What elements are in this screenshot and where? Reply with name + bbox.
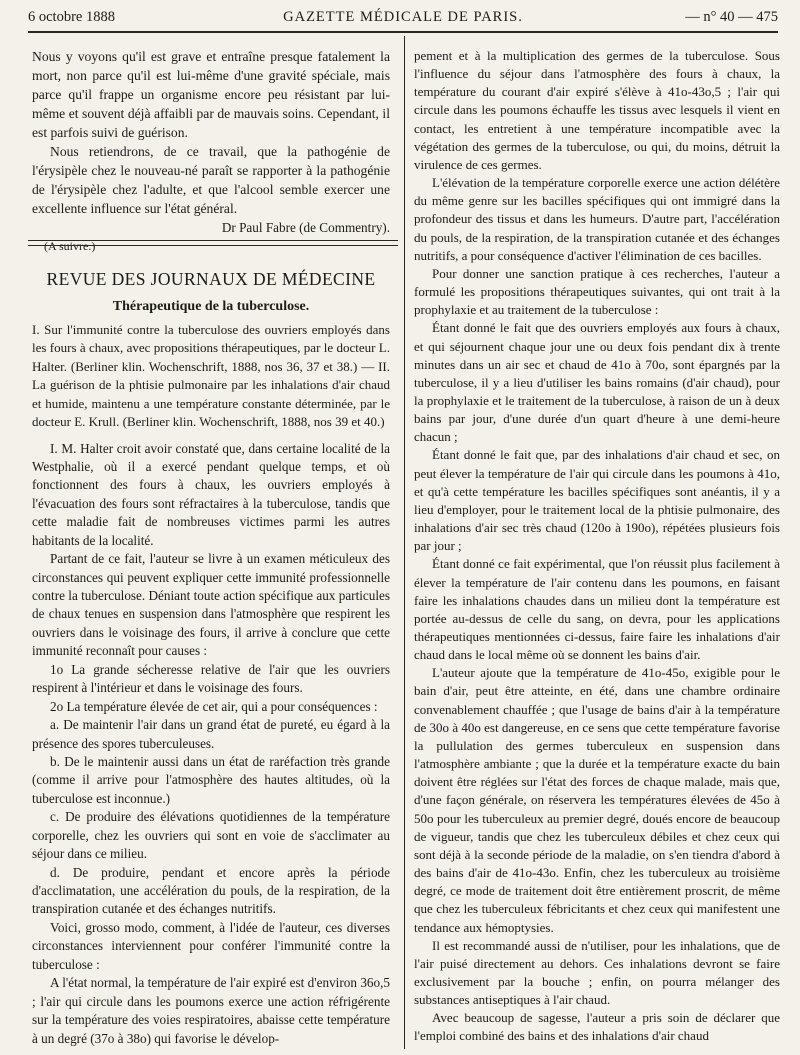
paragraph: 2o La température élevée de cet air, qui a pour conséquences : bbox=[50, 698, 378, 714]
column-divider bbox=[404, 36, 405, 1049]
paragraph: Voici, grosso modo, comment, à l'idée de l'auteur, ces diverses circonstances interviennent pour conférer l'immunité contre la tuberculose : bbox=[32, 919, 390, 972]
section-title: REVUE DES JOURNAUX DE MÉDECINE bbox=[46, 269, 376, 289]
paragraph: L'auteur ajoute que la température de 41o-45o, exigible pour le bain d'air, peut être atteinte, en été, dans une chambre ordinaire convenablement chauffée ; que l'usage de bains d'air à la température de 30o à 40o est dangereuse, en ce sens que cette température favorise la pullulation des germes tuberculeux en suspension dans l'atmosphère ambiante ; que la durée et la température exacte du bain doivent être réglées sur l'état des forces de chaque malade, mais que, d'une façon générale, on réservera les températures élevées de 45o à 50o pour les tuberculeux au premier degré, doués encore de beaucoup de vigueur, tandis que chez les tuberculeux débiles et chez ceux qui sont déjà à la seconde période de la maladie, on s'en tiendra d'abord à des bains d'air de 41o-43o. Enfin, chez les tuberculeux au troisième degré, ce mode de traitement doit être entièrement proscrit, de même que chez les tuberculeux fébricitants et chez ceux qui manifestent une tendance aux hémoptysies. bbox=[414, 665, 780, 935]
paragraph: 1o La grande sécheresse relative de l'air que les ouvriers respirent à l'intérieur et dans le voisinage des fours. bbox=[32, 661, 390, 696]
paragraph: Étant donné ce fait expérimental, que l'on réussit plus facilement à élever la température de l'air contenu dans les poumons, en faisant faire les inhalations chaudes dans un milieu dont la température est portée au-dessus de celle du sang, on devra, pour les applications thérapeutiques mentionnées ci-dessus, faire faire les inhalations d'air chaud dans le local même où se donnent les bains d'air. bbox=[414, 556, 780, 663]
paragraph: Nous y voyons qu'il est grave et entraîne presque fatalement la mort, non parce qu'il est lui-même d'une gravité spéciale, mais parce qu'il frappe un organisme encore peu résistant par lui-même et souvent déjà affaibli par de mauvais soins. Cependant, il est parfois suivi de guérison. bbox=[32, 49, 390, 140]
article-subhead: Thérapeutique de la tuberculose. bbox=[112, 299, 310, 315]
paragraph: c. De produire des élévations quotidiennes de la température corporelle, chez les ouvriers qui sont en voie de s'acclimater au séjour dans ce milieu. bbox=[32, 809, 390, 862]
paragraph: a. De maintenir l'air dans un grand état de pureté, eu égard à la présence des spores tuberculeuses. bbox=[32, 717, 390, 751]
header-rule bbox=[28, 31, 778, 33]
paragraph: L'élévation de la température corporelle exerce une action délétère du même genre sur les bacilles spécifiques qui ont immigré dans la profondeur des tissus et dans les humeurs. D'autre part, l'accélération du pouls, de la respiration, de la transpiration cutanée et des échanges nutritifs, a pour conséquence d'activer l'élimination de ces bacilles. bbox=[414, 175, 780, 263]
author-signature: Dr Paul Fabre (de Commentry). bbox=[221, 220, 390, 235]
section-separator bbox=[28, 240, 398, 246]
right-column bbox=[414, 47, 780, 1046]
paragraph: Il est recommandé aussi de n'utiliser, pour les inhalations, que de l'air puisé directement au dehors. Ces inhalations devront se faire exclusivement par la bouche ; enfin, on pourra mélanger des substances antiseptiques à l'air chaud. bbox=[414, 937, 780, 1008]
paragraph: Avec beaucoup de sagesse, l'auteur a pris soin de déclarer que l'emploi combiné des bains et des inhalations d'air chaud bbox=[414, 1010, 780, 1044]
paragraph: Partant de ce fait, l'auteur se livre à un examen méticuleux des circonstances qui peuvent expliquer cette immunité professionnelle contre la tuberculose. Déniant toute action spécifique aux particules de chaux tenues en suspension dans l'atmosphère que respirent les ouvriers dans le voisinage des fours, il arrive à conclure que cette immunité reconnaît pour causes : bbox=[32, 551, 390, 659]
left-column-main bbox=[32, 270, 390, 1048]
paragraph: b. De le maintenir aussi dans un état de raréfaction très grande (comme il arrive pour l'atmosphère des hautes altitudes, où la tuberculose est inconnue.) bbox=[32, 753, 390, 806]
paragraph: I. M. Halter croit avoir constaté que, dans certaine localité de la Westphalie, où il a exercé pendant quelque temps, et où fonctionnent des fours à chaux, les ouvriers employés à l'évacuation des fours sont réfractaires à la tuberculose, tandis que cette maladie fait de nombreuses victimes parmi les autres habitants de la localité. bbox=[32, 440, 390, 548]
paragraph: A l'état normal, la température de l'air expiré est d'environ 36o,5 ; l'air qui circule dans les poumons exerce une action réfrigérente sur la température des voies respiratoires, abaisse cette température à un degré (37o à 38o) qui favorise le dévelop- bbox=[32, 975, 390, 1046]
to-be-continued: (A suivre.) bbox=[44, 239, 96, 253]
paragraph: Pour donner une sanction pratique à ces recherches, l'auteur a formulé les propositions thérapeutiques suivantes, qui ont trait à la prophylaxie et au traitement de la tuberculose : bbox=[414, 265, 780, 318]
left-column-top bbox=[32, 47, 390, 256]
paragraph: d. De produire, pendant et encore après la période d'acclimatation, une accélération du pouls, de la respiration, de la transpiration cutanée et des échanges nutritifs. bbox=[32, 864, 390, 917]
journal-title: GAZETTE MÉDICALE DE PARIS. bbox=[283, 9, 523, 25]
paragraph: Nous retiendrons, de ce travail, que la pathogénie de l'érysipèle chez le nouveau-né paraît se rapporter à la pathogénie de l'érysipèle chez l'adulte, et que l'alcool semble exercer une excellente influence sur l'état général. bbox=[32, 144, 390, 216]
references: I. Sur l'immunité contre la tuberculose des ouvriers employés dans les fours à chaux, avec propositions thérapeutiques, par le docteur L. Halter. (Berliner klin. Wochenschrift, 1888, nos 36, 37 et 38.) — II. La guérison de la phtisie pulmonaire par les inhalations d'air chaud et humide, maintenu a une température constante déterminée, par le docteur E. Krull. (Berliner klin. Wochenschrift, 1888, nos 39 et 40.) bbox=[32, 321, 390, 430]
paragraph: Étant donné le fait que des ouvriers employés aux fours à chaux, et qui séjournent chaque jour une ou deux fois pendant dix à trente minutes dans un air sec et chaud de 41o à 70o, sont épargnés par la tuberculose, il y a lieu d'utiliser les bains romains (d'air chaud), pour la prophylaxie et le traitement de la tuberculose, à raison de un à deux bains par jour, d'une durée d'un quart d'heure à une demi-heure chacun ; bbox=[414, 320, 780, 445]
issue-number: — n° 40 — 475 bbox=[685, 9, 778, 25]
paragraph: Étant donné le fait que, par des inhalations d'air chaud et sec, on peut élever la température de l'air qui circule dans les poumons à 41o, et qu'à cette température les bacilles spécifiques sont anéantis, il y a lieu d'employer, pour le traitement local de la phtisie pulmonaire, des inhalations d'air sec très chaud (120o à 190o), répétées plusieurs fois par jour ; bbox=[414, 447, 780, 554]
paragraph: pement et à la multiplication des germes de la tuberculose. Sous l'influence du séjour dans l'atmosphère des fours à chaux, la température du courant d'air expiré s'élève à 41o-43o,5 ; l'air qui circule dans les poumons échauffe les tissus avec lesquels il vient en contact, les entretient à une température incompatible avec la végétation des germes de la tuberculose, ou qui, du moins, détruit la virulence de ces germes. bbox=[414, 48, 780, 172]
issue-date: 6 octobre 1888 bbox=[28, 9, 115, 25]
page-header bbox=[28, 6, 778, 32]
